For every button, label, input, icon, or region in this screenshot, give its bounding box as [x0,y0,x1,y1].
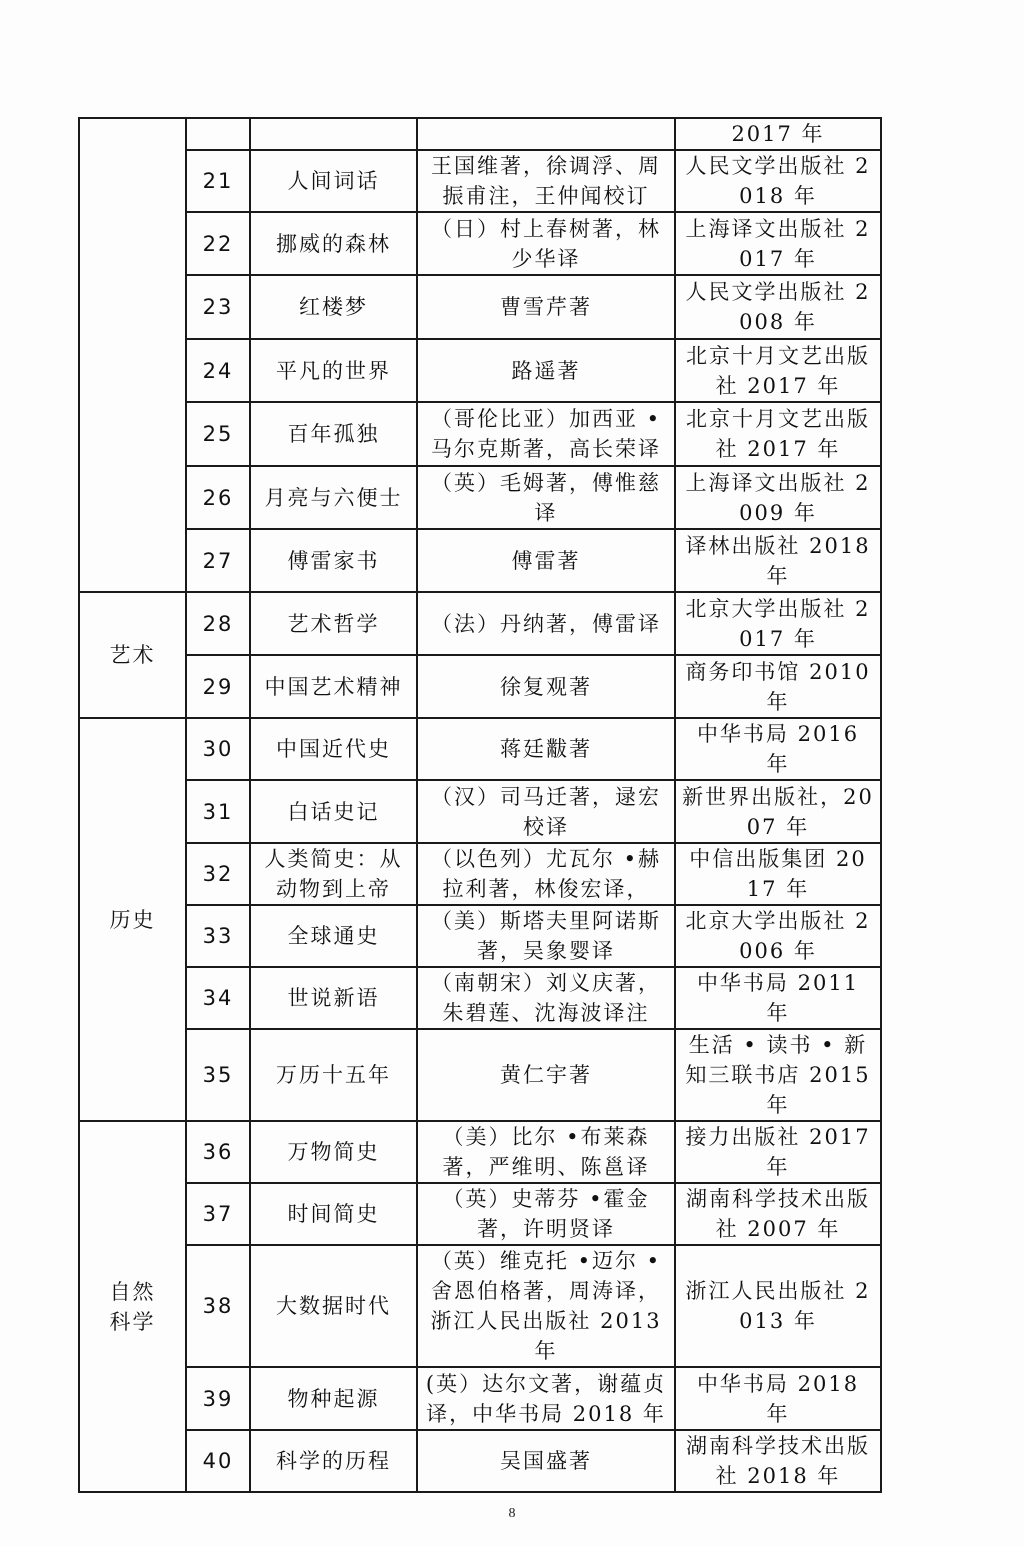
book-title: 万物简史 [250,1121,417,1183]
row-number: 24 [186,339,250,402]
row-number: 36 [186,1121,250,1183]
book-title: 世说新语 [250,967,417,1029]
row-number: 39 [186,1367,250,1430]
category-art: 艺术 [79,592,186,718]
book-title: 红楼梦 [250,275,417,339]
table-row [79,1029,881,1121]
row-number: 27 [186,529,250,592]
table-row [79,592,881,655]
book-publisher: 中华书局 2018 年 [675,1367,881,1430]
reading-list-table [78,117,882,1493]
row-number: 25 [186,402,250,466]
table-row [79,150,881,212]
book-title: 物种起源 [250,1367,417,1430]
book-publisher: 湖南科学技术出版社 2007 年 [675,1183,881,1245]
book-publisher: 人民文学出版社 2008 年 [675,275,881,339]
table-row [79,905,881,967]
book-publisher: 中华书局 2016 年 [675,718,881,780]
category-natural-science: 自然科学 [79,1121,186,1492]
row-number: 32 [186,843,250,905]
book-title: 月亮与六便士 [250,466,417,529]
table-row [79,1367,881,1430]
book-author: 王国维著，徐调浮、周振甫注，王仲闻校订 [417,150,675,212]
table-row [79,1121,881,1183]
table-row [79,529,881,592]
book-author: 路遥著 [417,339,675,402]
category-cell-continued [79,118,186,592]
table-row [79,1430,881,1492]
book-title: 大数据时代 [250,1245,417,1367]
book-author: （汉）司马迁著，逯宏校译 [417,780,675,843]
row-number: 38 [186,1245,250,1367]
book-author: 徐复观著 [417,655,675,718]
book-title: 百年孤独 [250,402,417,466]
row-number: 34 [186,967,250,1029]
row-number: 21 [186,150,250,212]
book-publisher: 上海译文出版社 2017 年 [675,212,881,275]
book-author: 曹雪芹著 [417,275,675,339]
row-number: 37 [186,1183,250,1245]
book-title: 科学的历程 [250,1430,417,1492]
book-title: 万历十五年 [250,1029,417,1121]
book-title: 平凡的世界 [250,339,417,402]
row-number: 33 [186,905,250,967]
book-author: （南朝宋）刘义庆著，朱碧莲、沈海波译注 [417,967,675,1029]
book-publisher: 接力出版社 2017 年 [675,1121,881,1183]
table-row [79,275,881,339]
page-number: 8 [508,1506,516,1521]
book-author [417,118,675,150]
book-title: 时间简史 [250,1183,417,1245]
book-publisher: 中信出版集团 2017 年 [675,843,881,905]
book-publisher: 浙江人民出版社 2013 年 [675,1245,881,1367]
book-title [250,118,417,150]
table-row [79,118,881,150]
book-author: （美）斯塔夫里阿诺斯著，吴象婴译 [417,905,675,967]
book-publisher: 湖南科学技术出版社 2018 年 [675,1430,881,1492]
book-author: （英）史蒂芬 •霍金著，许明贤译 [417,1183,675,1245]
book-publisher: 新世界出版社，2007 年 [675,780,881,843]
book-title: 人间词话 [250,150,417,212]
table-row [79,780,881,843]
table-row [79,402,881,466]
book-publisher: 北京十月文艺出版社 2017 年 [675,402,881,466]
category-history: 历史 [79,718,186,1121]
table-row [79,466,881,529]
table-row [79,1183,881,1245]
book-publisher: 北京十月文艺出版社 2017 年 [675,339,881,402]
row-number: 40 [186,1430,250,1492]
row-number: 26 [186,466,250,529]
book-title: 挪威的森林 [250,212,417,275]
book-title: 中国近代史 [250,718,417,780]
book-publisher: 北京大学出版社 2017 年 [675,592,881,655]
book-author: 蒋廷黻著 [417,718,675,780]
book-publisher: 中华书局 2011 年 [675,967,881,1029]
row-number: 31 [186,780,250,843]
book-author: 黄仁宇著 [417,1029,675,1121]
book-publisher: 上海译文出版社 2009 年 [675,466,881,529]
book-author: （美）比尔 •布莱森著，严维明、陈邕译 [417,1121,675,1183]
book-publisher: 译林出版社 2018 年 [675,529,881,592]
row-number: 22 [186,212,250,275]
row-number [186,118,250,150]
book-title: 艺术哲学 [250,592,417,655]
table-row [79,967,881,1029]
book-author: （法）丹纳著，傅雷译 [417,592,675,655]
book-author: (英）达尔文著，谢蕴贞译，中华书局 2018 年 [417,1367,675,1430]
table-row [79,843,881,905]
book-author: （以色列）尤瓦尔 •赫拉利著，林俊宏译， [417,843,675,905]
book-title: 人类简史：从动物到上帝 [250,843,417,905]
book-author: 傅雷著 [417,529,675,592]
row-number: 30 [186,718,250,780]
book-publisher: 人民文学出版社 2018 年 [675,150,881,212]
book-title: 白话史记 [250,780,417,843]
book-author: （日）村上春树著，林少华译 [417,212,675,275]
book-publisher: 北京大学出版社 2006 年 [675,905,881,967]
row-number: 23 [186,275,250,339]
book-author: （英）维克托 •迈尔 •舍恩伯格著，周涛译，浙江人民出版社 2013 年 [417,1245,675,1367]
table-row [79,212,881,275]
row-number: 28 [186,592,250,655]
book-title: 傅雷家书 [250,529,417,592]
row-number: 29 [186,655,250,718]
table-row [79,655,881,718]
table-row [79,1245,881,1367]
book-publisher: 商务印书馆 2010 年 [675,655,881,718]
book-title: 中国艺术精神 [250,655,417,718]
table-row [79,339,881,402]
book-title: 全球通史 [250,905,417,967]
book-publisher: 2017 年 [675,118,881,150]
book-author: （哥伦比亚）加西亚 •马尔克斯著，高长荣译 [417,402,675,466]
book-author: （英）毛姆著，傅惟慈译 [417,466,675,529]
book-publisher: 生活 • 读书 • 新知三联书店 2015 年 [675,1029,881,1121]
book-author: 吴国盛著 [417,1430,675,1492]
row-number: 35 [186,1029,250,1121]
table-row [79,718,881,780]
